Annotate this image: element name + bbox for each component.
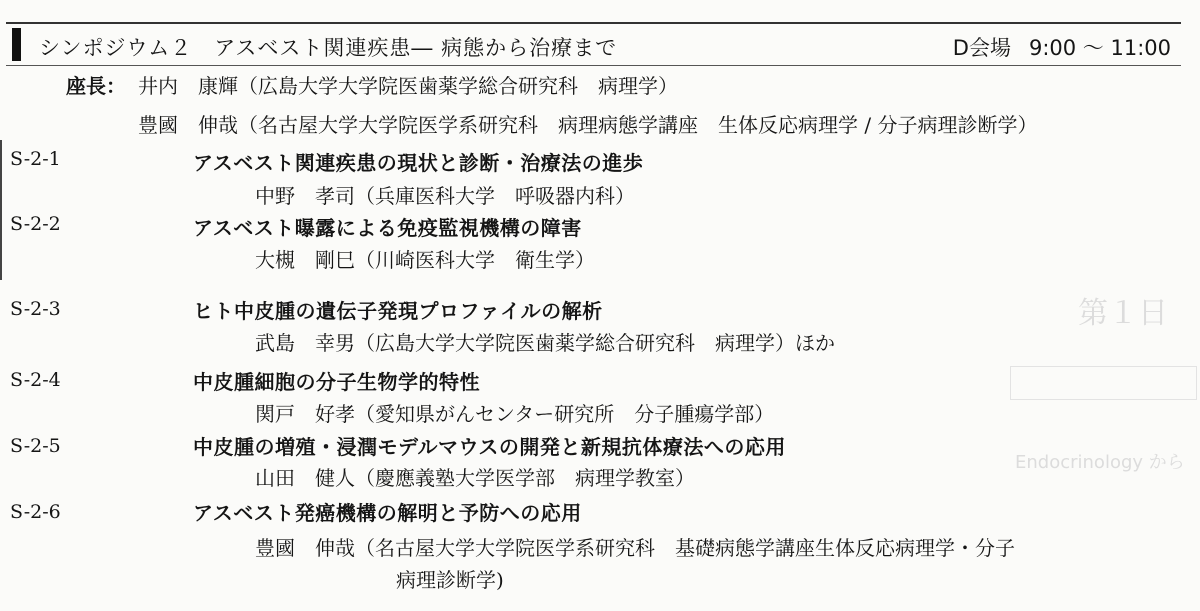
chairs-label: 座長： <box>66 74 126 98</box>
show-through-text: 第１日 <box>1078 296 1168 331</box>
session-talk-title: アスベスト曝露による免疫監視機構の障害 <box>193 216 582 240</box>
session-speaker: 大槻 剛巳（川崎医科大学 衛生学） <box>255 248 595 272</box>
show-through-text: Endocrinology から <box>1015 452 1185 473</box>
chair-1: 井内 康輝（広島大学大学院医歯薬学総合研究科 病理学） <box>138 74 678 98</box>
session-speaker: 中野 孝司（兵庫医科大学 呼吸器内科） <box>255 184 635 208</box>
session-code: S-2-6 <box>10 501 61 523</box>
session-talk-title: 中皮腫細胞の分子生物学的特性 <box>193 370 480 394</box>
time: 9:00 ～ 11:00 <box>1028 36 1171 60</box>
chair-2: 豊國 伸哉（名古屋大学大学院医学系研究科 病理病態学講座 生体反応病理学 / 分子病理診断学） <box>138 113 1038 137</box>
session-header <box>6 22 1181 66</box>
session-speaker: 関戸 好孝（愛知県がんセンター研究所 分子腫瘍学部） <box>255 402 775 426</box>
session-venue-time <box>953 32 1171 62</box>
session-talk-title: 中皮腫の増殖・浸潤モデルマウスの開発と新規抗体療法への応用 <box>193 435 786 459</box>
session-talk-title: アスベスト発癌機構の解明と予防への応用 <box>193 501 582 525</box>
session-speaker: 山田 健人（慶應義塾大学医学部 病理学教室） <box>255 466 695 490</box>
session-talk-title: ヒト中皮腫の遺伝子発現プロファイルの解析 <box>193 299 603 323</box>
session-code: S-2-2 <box>10 213 61 235</box>
left-edge-mark <box>0 140 2 280</box>
session-speaker: 武島 幸男（広島大学大学院医歯薬学総合研究科 病理学）ほか <box>255 331 835 355</box>
header-bar <box>12 28 21 61</box>
session-talk-title: アスベスト関連疾患の現状と診断・治療法の進歩 <box>193 151 644 175</box>
session-code: S-2-1 <box>10 148 61 170</box>
venue: D会場 <box>952 36 1011 60</box>
show-through-box <box>1010 366 1197 400</box>
session-speaker: 豊國 伸哉（名古屋大学大学院医学系研究科 基礎病態学講座生体反応病理学・分子 <box>255 536 1015 560</box>
session-code: S-2-3 <box>10 298 61 320</box>
session-code: S-2-4 <box>10 369 61 391</box>
session-title: シンポジウム２ アスベスト関連疾患― 病態から治療まで <box>39 36 618 60</box>
session-speaker-continued: 病理診断学) <box>396 568 504 592</box>
session-code: S-2-5 <box>10 435 61 457</box>
